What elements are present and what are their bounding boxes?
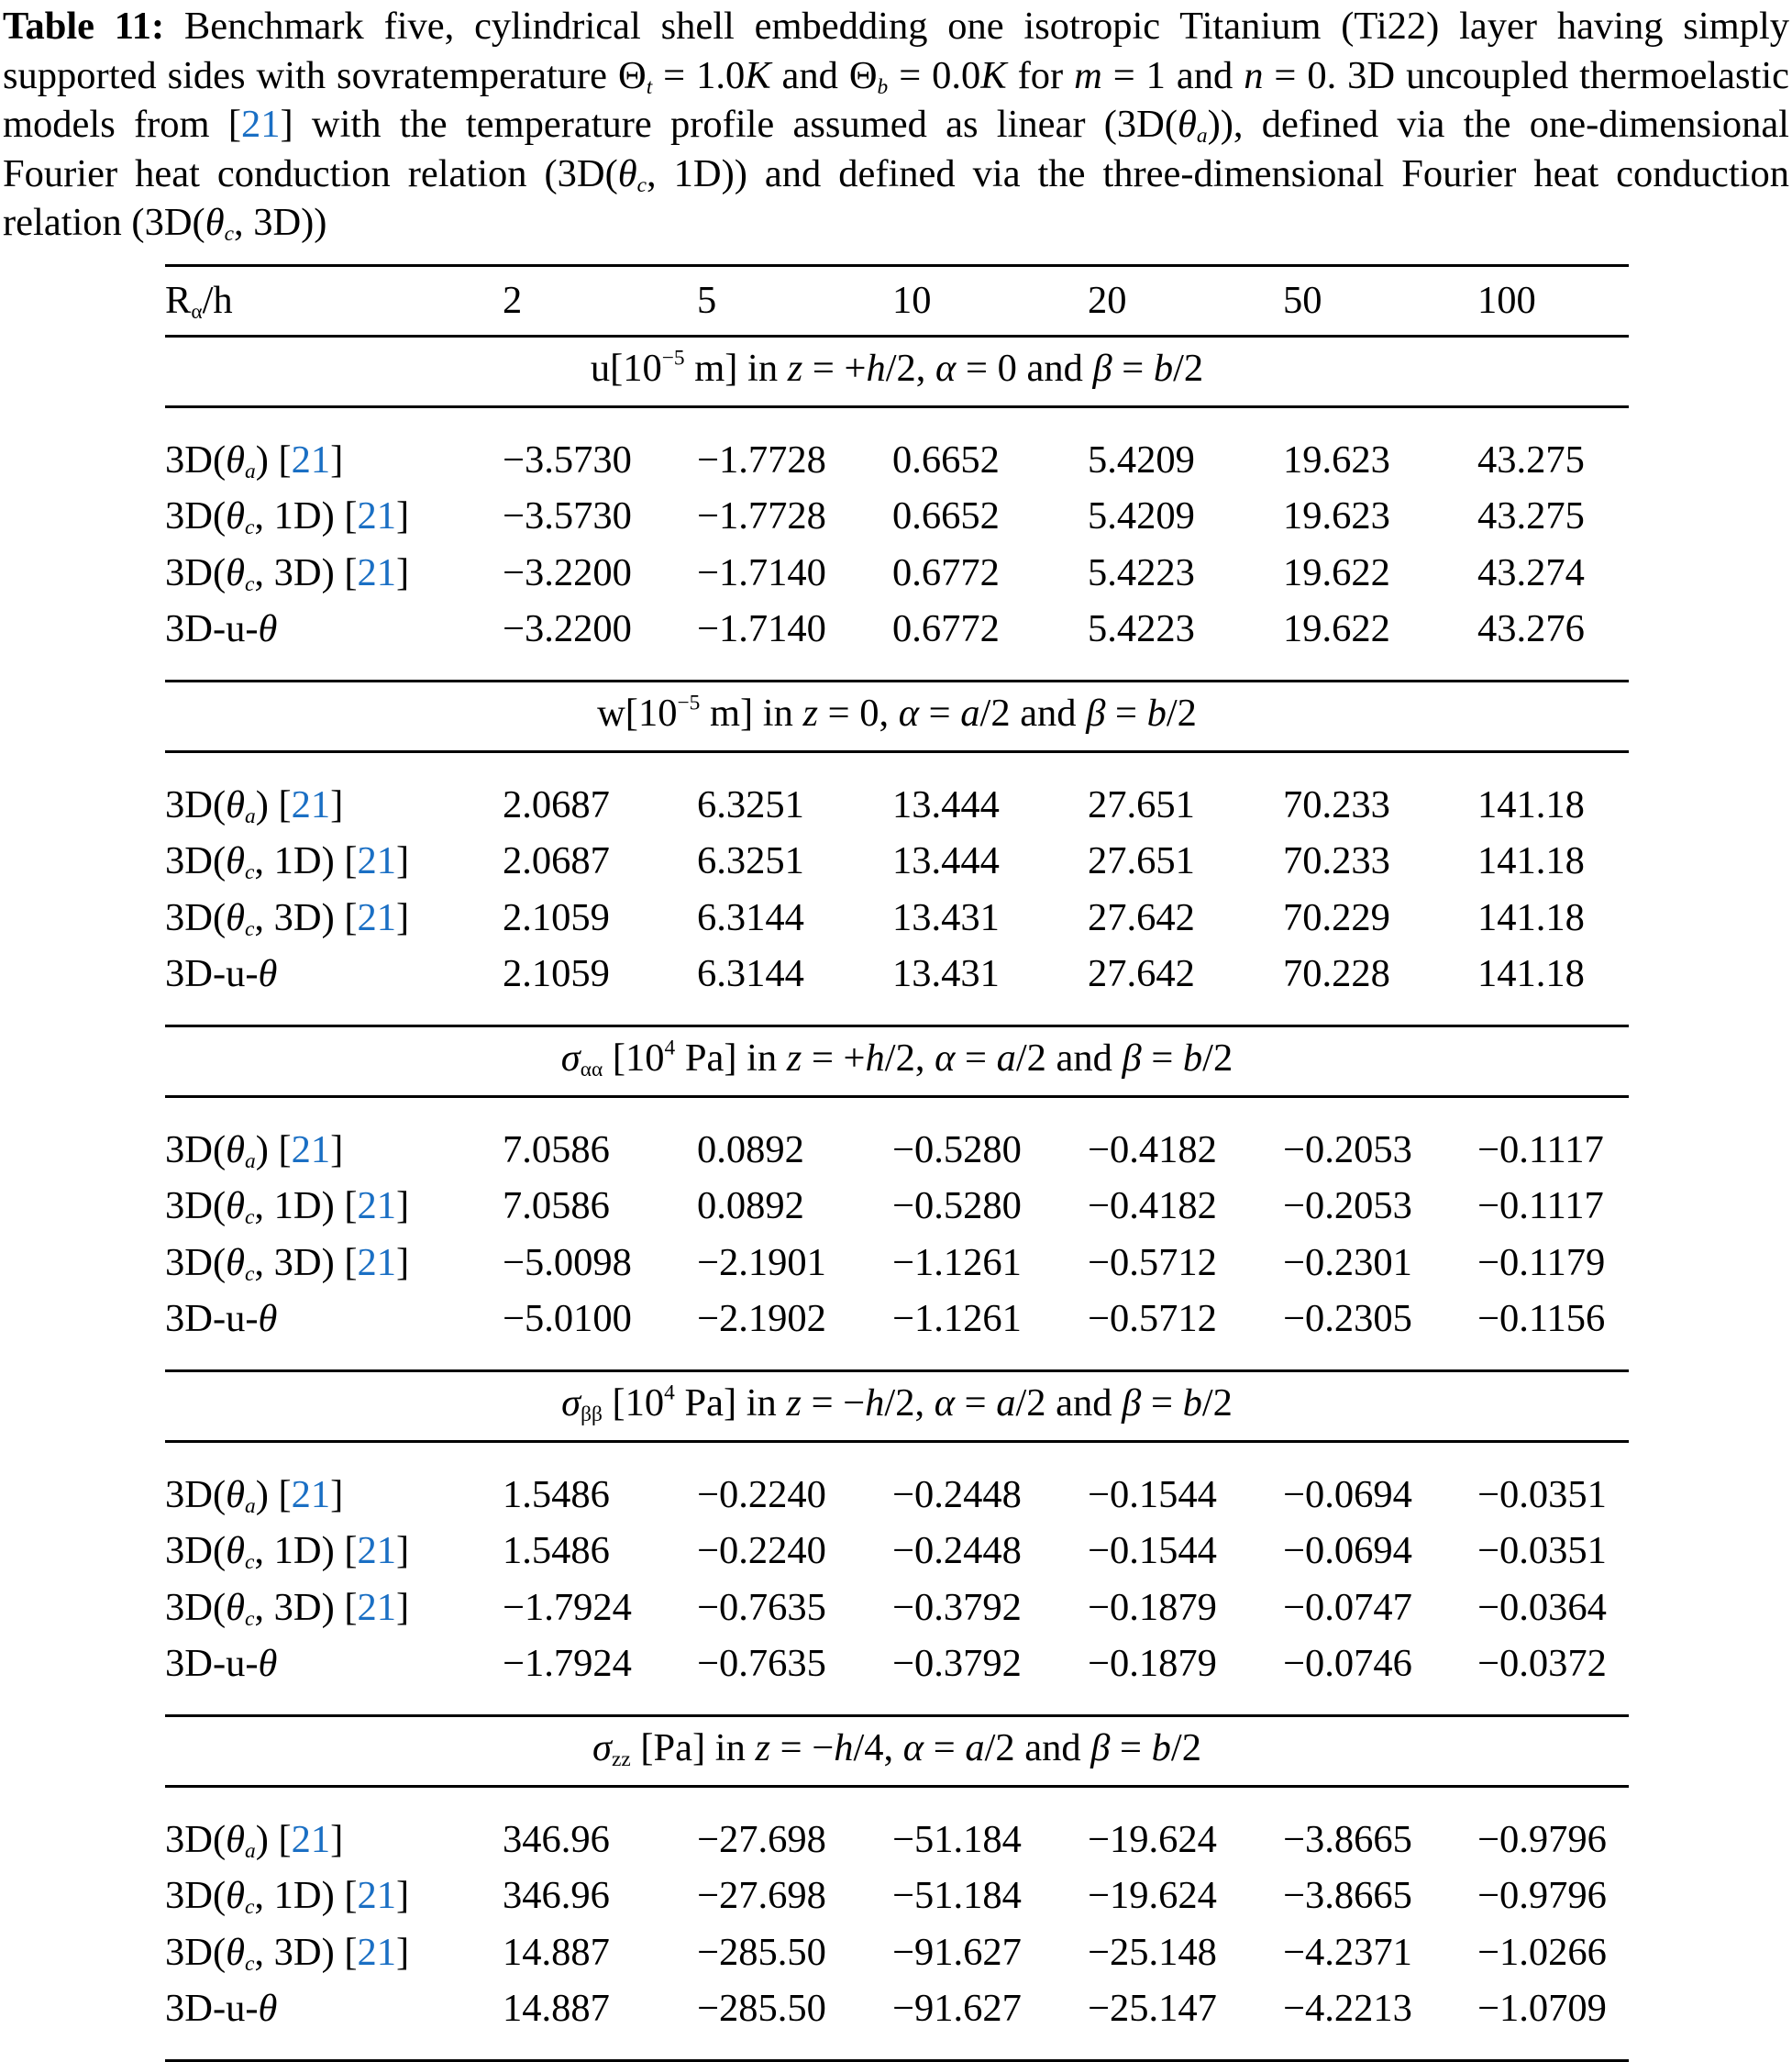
row-label: 3D-u-θ	[165, 951, 278, 995]
row-value: −1.7924	[503, 1585, 632, 1629]
row-value: 6.3144	[697, 895, 804, 939]
row-value: −0.2240	[697, 1473, 826, 1516]
row-value: 5.4209	[1088, 494, 1195, 538]
table-rule	[165, 750, 1629, 753]
row-label: $3D(\theta_c$, 3D) [21]	[165, 895, 410, 941]
row-value: 27.651	[1088, 783, 1195, 826]
table-label: Table 11:	[3, 5, 165, 48]
section-title: $\sigma_{\alpha\alpha}$ [$10^4$ Pa] in z = +h/2, α = a/2 and β = b/2	[560, 1036, 1233, 1081]
row-value: −3.2200	[503, 550, 632, 594]
row-value: −0.3792	[892, 1641, 1022, 1685]
row-value: −5.0098	[503, 1240, 632, 1284]
table-rule	[165, 1369, 1629, 1372]
row-value: 141.18	[1477, 839, 1585, 883]
table-rule	[165, 1095, 1629, 1098]
table-row	[165, 1639, 1629, 1689]
row-value: 43.274	[1477, 550, 1585, 594]
row-label: $3D(\theta_c$, 1D) [21]	[165, 1184, 410, 1230]
row-label: $3D(\theta_c$, 1D) [21]	[165, 1874, 410, 1920]
row-value: 0.6772	[892, 550, 1000, 594]
row-value: −1.1261	[892, 1296, 1022, 1340]
header-column: 20	[1088, 279, 1127, 322]
row-value: 6.3251	[697, 839, 804, 883]
row-value: −0.9796	[1477, 1818, 1607, 1861]
row-value: −0.0372	[1477, 1641, 1607, 1685]
table-row	[165, 604, 1629, 654]
section-title: $w[10^{-5}$ m] in z = 0, α = a/2 and β = b/2	[597, 691, 1197, 735]
row-label: $3D(\theta_c$, 3D) [21]	[165, 1240, 410, 1286]
table-row	[165, 1984, 1629, 2034]
row-value: −1.1261	[892, 1240, 1022, 1284]
row-value: −19.624	[1088, 1818, 1217, 1861]
header-column: 2	[503, 279, 523, 322]
row-value: 1.5486	[503, 1473, 610, 1516]
row-value: −0.3792	[892, 1585, 1022, 1629]
row-value: −1.7728	[697, 494, 826, 538]
row-value: −0.0694	[1283, 1529, 1412, 1573]
row-value: 13.431	[892, 951, 1000, 995]
table-rule	[165, 1785, 1629, 1788]
row-label: 3D-u-θ	[165, 1296, 278, 1340]
row-value: −25.148	[1088, 1930, 1217, 1974]
row-value: −0.5280	[892, 1128, 1022, 1171]
row-value: 0.6652	[892, 438, 1000, 482]
row-value: −0.1879	[1088, 1585, 1217, 1629]
row-value: 43.276	[1477, 606, 1585, 650]
row-label: 3D-u-θ	[165, 606, 278, 650]
row-value: 70.233	[1283, 783, 1390, 826]
row-value: −0.9796	[1477, 1874, 1607, 1918]
row-value: 27.651	[1088, 839, 1195, 883]
table-rule	[165, 1025, 1629, 1027]
row-value: 2.1059	[503, 951, 610, 995]
table-row	[165, 1181, 1629, 1231]
row-value: 19.623	[1283, 438, 1390, 482]
row-value: 5.4223	[1088, 550, 1195, 594]
row-value: 43.275	[1477, 494, 1585, 538]
row-value: 70.228	[1283, 951, 1390, 995]
row-label: $3D(\theta_a)$ [21]	[165, 1473, 344, 1518]
row-value: −0.5280	[892, 1184, 1022, 1228]
row-value: −285.50	[697, 1986, 826, 2030]
row-value: −25.147	[1088, 1986, 1217, 2030]
row-value: 1.5486	[503, 1529, 610, 1573]
row-value: 7.0586	[503, 1128, 610, 1171]
row-value: −51.184	[892, 1818, 1022, 1861]
row-value: 13.444	[892, 783, 1000, 826]
row-value: −1.7140	[697, 550, 826, 594]
row-value: −0.0351	[1477, 1529, 1607, 1573]
row-value: −0.1156	[1477, 1296, 1606, 1340]
row-value: 141.18	[1477, 951, 1585, 995]
row-value: −1.0266	[1477, 1930, 1607, 1974]
table-row	[165, 492, 1629, 541]
row-value: −51.184	[892, 1874, 1022, 1918]
row-label: $3D(\theta_c$, 1D) [21]	[165, 1529, 410, 1575]
header-row	[165, 276, 1629, 326]
row-value: −0.1117	[1477, 1128, 1604, 1171]
row-value: −27.698	[697, 1874, 826, 1918]
table-row	[165, 781, 1629, 830]
row-label: $3D(\theta_c$, 3D) [21]	[165, 1585, 410, 1631]
row-value: 27.642	[1088, 951, 1195, 995]
table-row	[165, 1470, 1629, 1520]
row-value: −0.1544	[1088, 1473, 1217, 1516]
row-label: $3D(\theta_a)$ [21]	[165, 438, 344, 483]
row-value: −0.0694	[1283, 1473, 1412, 1516]
table-row	[165, 1294, 1629, 1344]
row-value: 14.887	[503, 1930, 610, 1974]
row-value: 14.887	[503, 1986, 610, 2030]
row-value: −0.0746	[1283, 1641, 1412, 1685]
table-rule	[165, 405, 1629, 408]
row-label: $3D(\theta_c$, 1D) [21]	[165, 494, 410, 540]
table-rule	[165, 335, 1629, 338]
table-rule	[165, 1714, 1629, 1717]
row-value: −0.1179	[1477, 1240, 1606, 1284]
row-value: −0.0364	[1477, 1585, 1607, 1629]
row-value: 346.96	[503, 1874, 610, 1918]
header-column: 5	[697, 279, 717, 322]
section-title: $\sigma_{zz}$ [Pa] in z = −h/4, α = a/2 and β = b/2	[592, 1726, 1201, 1771]
row-value: 5.4209	[1088, 438, 1195, 482]
row-value: −0.5712	[1088, 1240, 1217, 1284]
table-row	[165, 1871, 1629, 1921]
row-value: 0.6652	[892, 494, 1000, 538]
table-row	[165, 1526, 1629, 1576]
row-value: −0.2448	[892, 1529, 1022, 1573]
row-value: −1.7728	[697, 438, 826, 482]
row-value: −1.7924	[503, 1641, 632, 1685]
row-value: 19.622	[1283, 606, 1390, 650]
table-row	[165, 837, 1629, 886]
row-value: −0.5712	[1088, 1296, 1217, 1340]
row-value: 141.18	[1477, 895, 1585, 939]
row-value: −285.50	[697, 1930, 826, 1974]
row-label: $3D(\theta_a)$ [21]	[165, 1128, 344, 1173]
row-value: −0.2301	[1283, 1240, 1412, 1284]
row-value: −3.2200	[503, 606, 632, 650]
row-label: $3D(\theta_c$, 3D) [21]	[165, 550, 410, 596]
row-value: 70.233	[1283, 839, 1390, 883]
table-row	[165, 949, 1629, 999]
table-rule	[165, 264, 1629, 267]
table-rule	[165, 1440, 1629, 1443]
row-value: −0.2053	[1283, 1128, 1412, 1171]
row-value: −5.0100	[503, 1296, 632, 1340]
row-value: −2.1902	[697, 1296, 826, 1340]
row-value: −0.4182	[1088, 1128, 1217, 1171]
row-value: 6.3251	[697, 783, 804, 826]
row-label: $3D(\theta_c$, 1D) [21]	[165, 839, 410, 885]
section-title: $u[10^{-5}$ m] in z = +h/2, α = 0 and β = b/2	[590, 346, 1204, 390]
row-value: −0.4182	[1088, 1184, 1217, 1228]
row-value: 19.623	[1283, 494, 1390, 538]
row-value: −3.5730	[503, 438, 632, 482]
table-row	[165, 1815, 1629, 1865]
row-value: 6.3144	[697, 951, 804, 995]
row-value: −2.1901	[697, 1240, 826, 1284]
row-value: 13.444	[892, 839, 1000, 883]
row-value: 2.0687	[503, 839, 610, 883]
table-row	[165, 1928, 1629, 1978]
row-label: 3D-u-θ	[165, 1641, 278, 1685]
row-value: 0.6772	[892, 606, 1000, 650]
row-value: −4.2371	[1283, 1930, 1412, 1974]
header-column: 50	[1283, 279, 1322, 322]
row-label: $3D(\theta_c$, 3D) [21]	[165, 1930, 410, 1976]
row-value: 13.431	[892, 895, 1000, 939]
table-row	[165, 1125, 1629, 1175]
row-value: −0.2240	[697, 1529, 826, 1573]
row-value: −4.2213	[1283, 1986, 1412, 2030]
row-value: −0.0747	[1283, 1585, 1412, 1629]
row-label: $3D(\theta_a)$ [21]	[165, 1818, 344, 1863]
table-row	[165, 893, 1629, 943]
header-label: $R_\alpha/h$	[165, 279, 233, 324]
row-value: −0.2448	[892, 1473, 1022, 1516]
row-value: −3.8665	[1283, 1874, 1412, 1918]
table-caption	[3, 2, 1789, 248]
row-value: −0.2305	[1283, 1296, 1412, 1340]
row-value: −0.1879	[1088, 1641, 1217, 1685]
row-value: −0.1544	[1088, 1529, 1217, 1573]
header-column: 100	[1477, 279, 1536, 322]
header-column: 10	[892, 279, 932, 322]
table-rule	[165, 680, 1629, 682]
row-value: 70.229	[1283, 895, 1390, 939]
row-value: 43.275	[1477, 438, 1585, 482]
row-value: 346.96	[503, 1818, 610, 1861]
row-value: −0.1117	[1477, 1184, 1604, 1228]
row-label: $3D(\theta_a)$ [21]	[165, 783, 344, 828]
section-title: $\sigma_{\beta\beta}$ [$10^4$ Pa] in z = −h/2, α = a/2 and β = b/2	[561, 1380, 1233, 1426]
caption-text: Benchmark five, cylindrical shell embedding one isotropic Titanium (Ti22) layer having simply supported sides with sovratemperature $\Theta_t = 1.0K$ and $\Theta_b = 0.0K$ for m = 1 and n = 0. 3D uncoupled thermoelastic models from [21] with the temperature profile assumed as linear $(3D(\theta_a))$, defined via the one-dimensional Fourier heat conduction relation ($3D(\theta_c$, 1D)) and defined via the three-dimensional Fourier heat conduction relation ($3D(\theta_c$, 3D))	[3, 5, 1790, 246]
row-value: −0.0351	[1477, 1473, 1607, 1516]
row-value: 141.18	[1477, 783, 1585, 826]
table-row	[165, 1583, 1629, 1633]
row-value: 27.642	[1088, 895, 1195, 939]
row-value: −3.5730	[503, 494, 632, 538]
row-value: −0.7635	[697, 1585, 826, 1629]
table-row	[165, 1238, 1629, 1288]
row-value: 0.0892	[697, 1128, 804, 1171]
row-value: 7.0586	[503, 1184, 610, 1228]
row-value: 2.0687	[503, 783, 610, 826]
row-value: 5.4223	[1088, 606, 1195, 650]
row-value: −91.627	[892, 1986, 1022, 2030]
row-value: 19.622	[1283, 550, 1390, 594]
row-value: −0.7635	[697, 1641, 826, 1685]
row-value: −3.8665	[1283, 1818, 1412, 1861]
row-value: −0.2053	[1283, 1184, 1412, 1228]
row-value: 0.0892	[697, 1184, 804, 1228]
row-label: 3D-u-θ	[165, 1986, 278, 2030]
row-value: −91.627	[892, 1930, 1022, 1974]
row-value: −27.698	[697, 1818, 826, 1861]
row-value: −1.7140	[697, 606, 826, 650]
row-value: 2.1059	[503, 895, 610, 939]
row-value: −19.624	[1088, 1874, 1217, 1918]
table-row	[165, 549, 1629, 598]
table-row	[165, 436, 1629, 485]
row-value: −1.0709	[1477, 1986, 1607, 2030]
